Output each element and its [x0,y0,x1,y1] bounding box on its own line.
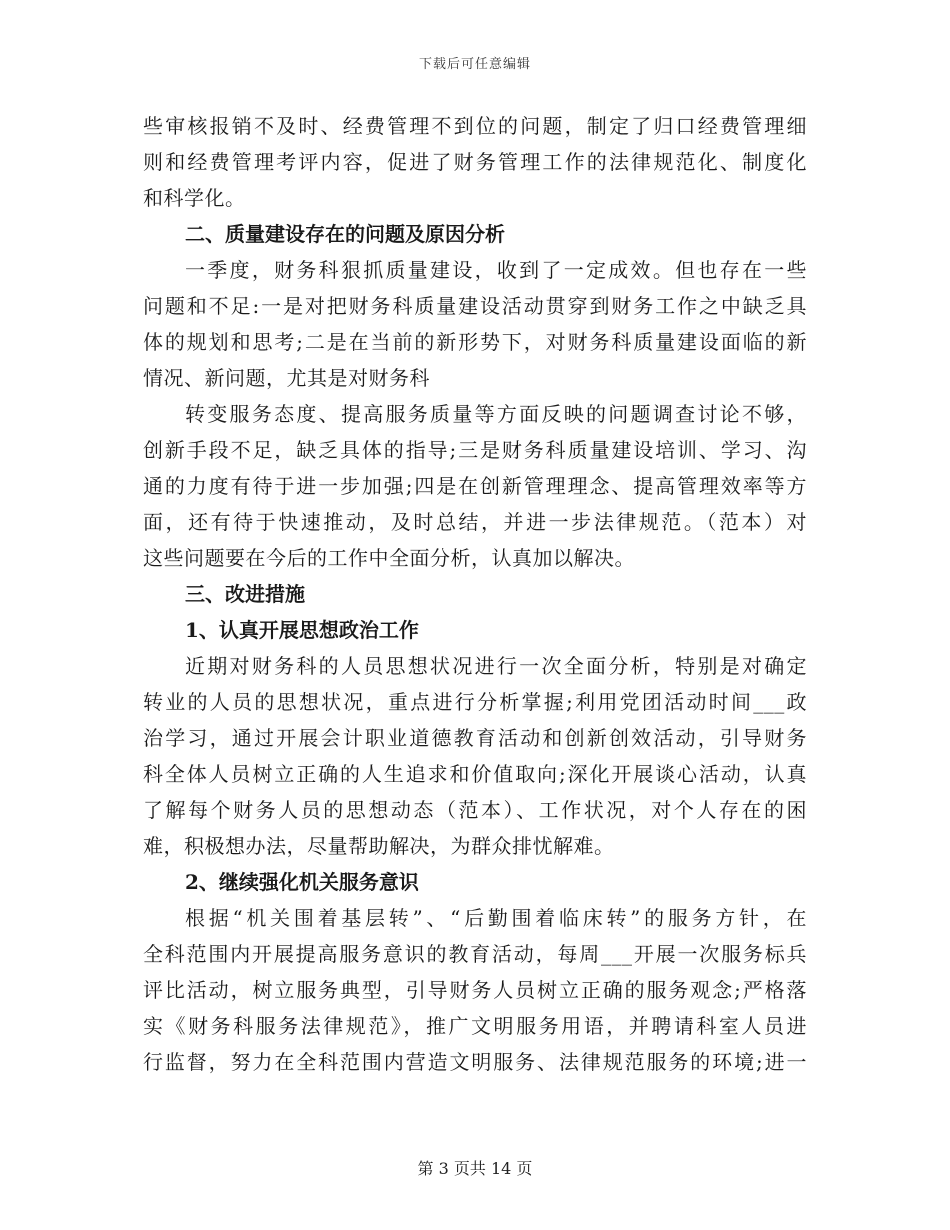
paragraph-line: 了解每个财务人员的思想动态（范本）、工作状况，对个人存在的困 [143,798,807,822]
paragraph-last-line: 和科学化。 [143,186,246,210]
paragraph-line: 则和经费管理考评内容，促进了财务管理工作的法律规范化、制度化 [143,150,807,174]
paragraph-first-line: 一季度，财务科狠抓质量建设，收到了一定成效。但也存在一些 [185,258,807,282]
paragraph-line: 行监督，努力在全科范围内营造文明服务、法律规范服务的环境;进一 [143,1050,807,1074]
section-heading: 2、继续强化机关服务意识 [185,870,419,894]
paragraph-line: 面，还有待于快速推动，及时总结，并进一步法律规范。（范本）对 [143,510,807,534]
paragraph-line: 些审核报销不及时、经费管理不到位的问题，制定了归口经费管理细 [143,114,807,138]
paragraph-last-line: 这些问题要在今后的工作中全面分析，认真加以解决。 [143,546,635,570]
paragraph-last-line: 情况、新问题，尤其是对财务科 [143,366,430,390]
paragraph-line: 体的规划和思考;二是在当前的新形势下，对财务科质量建设面临的新 [143,330,807,354]
paragraph-line: 科全体人员树立正确的人生追求和价值取向;深化开展谈心活动，认真 [143,762,807,786]
paragraph-first-line: 根据“机关围着基层转”、“后勤围着临床转”的服务方针，在 [185,906,807,930]
paragraph-first-line: 转变服务态度、提高服务质量等方面反映的问题调查讨论不够， [185,402,807,426]
section-heading: 二、质量建设存在的问题及原因分析 [185,222,505,246]
paragraph-line: 问题和不足:一是对把财务科质量建设活动贯穿到财务工作之中缺乏具 [143,294,807,318]
section-heading: 1、认真开展思想政治工作 [185,618,419,642]
paragraph-line: 评比活动，树立服务典型，引导财务人员树立正确的服务观念;严格落 [143,978,807,1002]
paragraph-line: 转业的人员的思想状况，重点进行分析掌握;利用党团活动时间___政 [143,690,807,714]
document-body [143,108,807,1080]
paragraph-line: 通的力度有待于进一步加强;四是在创新管理理念、提高管理效率等方 [143,474,807,498]
section-heading: 三、改进措施 [185,582,305,606]
header-note: 下载后可任意编辑 [418,57,531,72]
paragraph-line: 创新手段不足，缺乏具体的指导;三是财务科质量建设培训、学习、沟 [143,438,807,462]
paragraph-last-line: 难，积极想办法，尽量帮助解决，为群众排忧解难。 [143,834,615,858]
paragraph-line: 全科范围内开展提高服务意识的教育活动，每周___开展一次服务标兵 [143,942,807,966]
paragraph-line: 实《财务科服务法律规范》，推广文明服务用语，并聘请科室人员进 [143,1014,807,1038]
paragraph-line: 治学习，通过开展会计职业道德教育活动和创新创效活动，引导财务 [143,726,807,750]
paragraph-first-line: 近期对财务科的人员思想状况进行一次全面分析，特别是对确定 [185,654,807,678]
page-footer: 第 3 页共 14 页 [417,1159,533,1178]
